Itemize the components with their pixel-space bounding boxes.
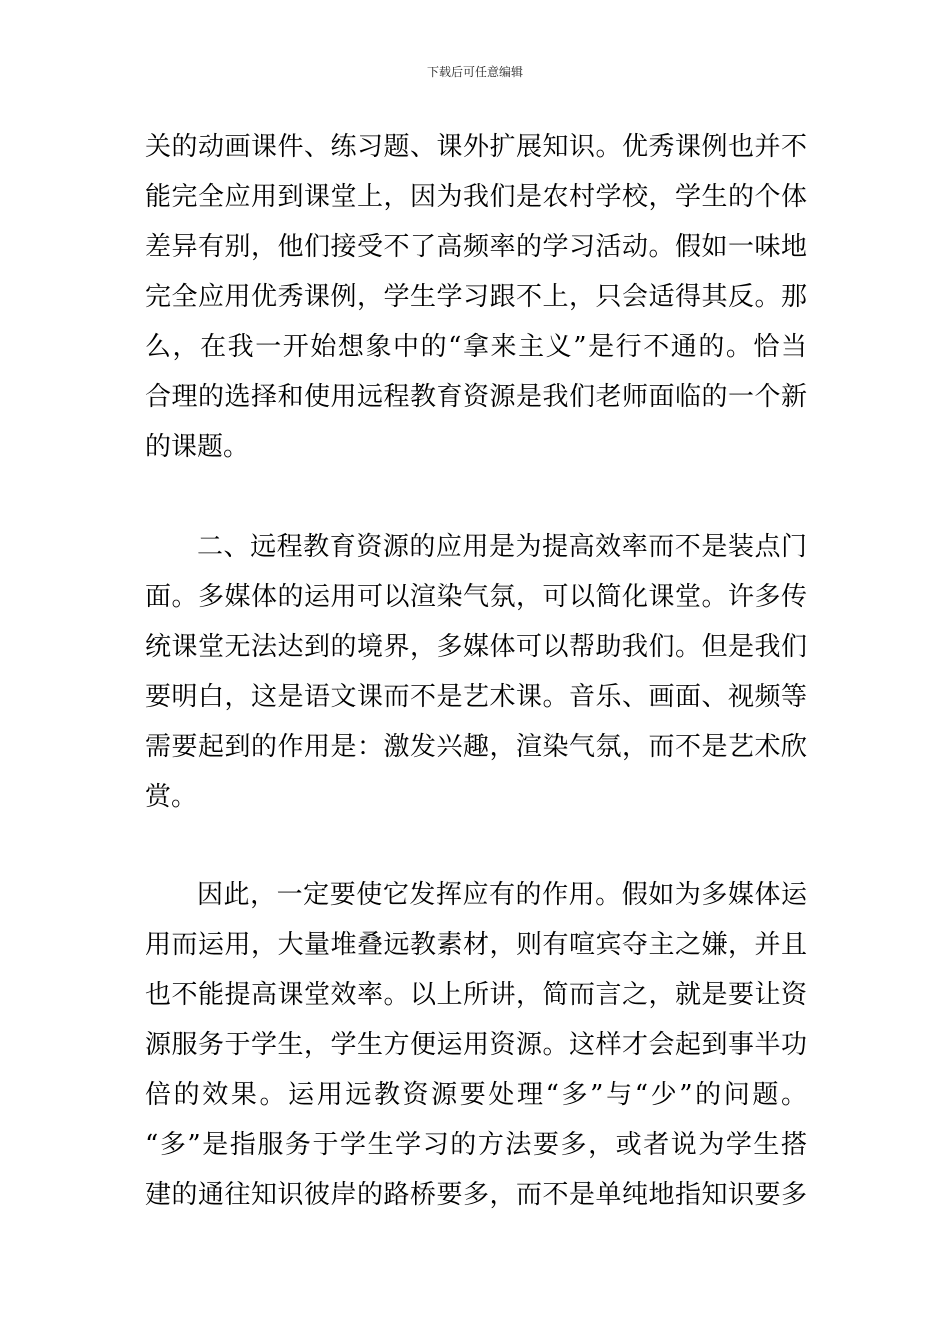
paragraph-line: 完全应用优秀课例，学生学习跟不上，只会适得其反。那 [145,282,807,312]
paragraph-line: 能完全应用到课堂上，因为我们是农村学校，学生的个体 [145,182,807,212]
paragraph-line: “多”是指服务于学生学习的方法要多，或者说为学生搭 [145,1130,807,1160]
paragraph-line: 的课题。 [145,432,250,462]
paragraph-1 [145,122,807,472]
paragraph-line: 统课堂无法达到的境界，多媒体可以帮助我们。但是我们 [145,632,807,662]
paragraph-line: 倍的效果。运用远教资源要处理“多”与“少”的问题。 [145,1080,807,1110]
paragraph-line: 合理的选择和使用远程教育资源是我们老师面临的一个新 [145,382,807,412]
paragraph-line: 需要起到的作用是：激发兴趣，渲染气氛，而不是艺术欣 [145,732,807,762]
paragraph-line: 赏。 [145,782,198,812]
paragraph-line: 也不能提高课堂效率。以上所讲，简而言之，就是要让资 [145,980,807,1010]
paragraph-line: 要明白，这是语文课而不是艺术课。音乐、画面、视频等 [145,682,807,712]
paragraph-line: 二、远程教育资源的应用是为提高效率而不是装点门 [197,532,807,562]
header-note: 下载后可任意编辑 [426,65,523,79]
paragraph-line: 么，在我一开始想象中的“拿来主义”是行不通的。恰当 [145,332,807,362]
paragraph-line: 用而运用，大量堆叠远教素材，则有喧宾夺主之嫌，并且 [145,930,807,960]
paragraph-line: 建的通往知识彼岸的路桥要多，而不是单纯地指知识要多 [145,1180,807,1210]
paragraph-line: 差异有别，他们接受不了高频率的学习活动。假如一味地 [145,232,807,262]
paragraph-line: 关的动画课件、练习题、课外扩展知识。优秀课例也并不 [145,132,807,162]
paragraph-3 [145,870,807,1220]
paragraph-line: 源服务于学生，学生方便运用资源。这样才会起到事半功 [145,1030,807,1060]
paragraph-line: 因此，一定要使它发挥应有的作用。假如为多媒体运 [197,880,807,910]
paragraph-2 [145,522,807,822]
paragraph-line: 面。多媒体的运用可以渲染气氛，可以简化课堂。许多传 [145,582,807,612]
